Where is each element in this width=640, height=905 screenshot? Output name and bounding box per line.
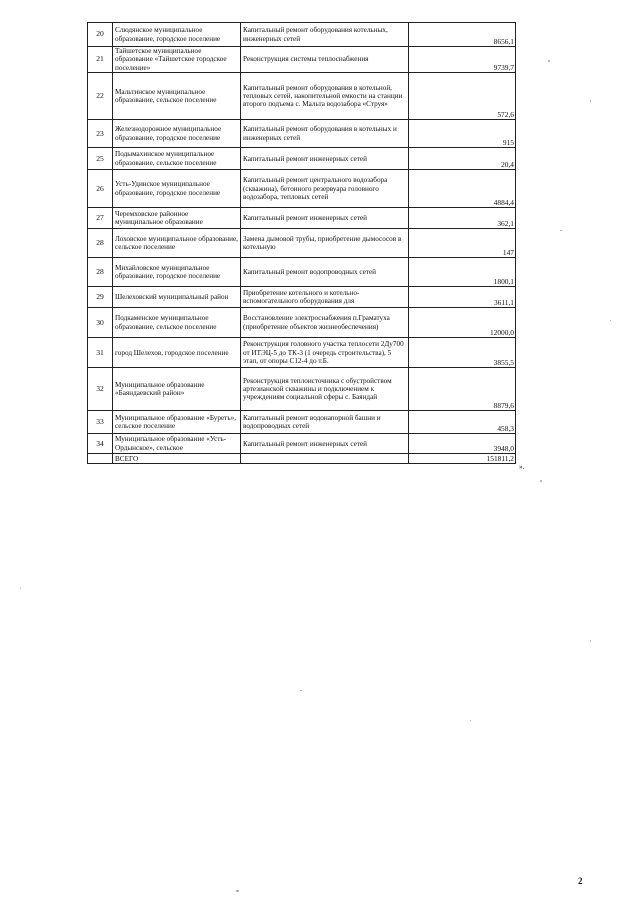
organization-cell: Черемховское районное муниципальное образование (113, 208, 241, 229)
scan-speck (560, 230, 562, 231)
row-number: 29 (88, 287, 113, 308)
total-label: ВСЕГО (113, 454, 241, 464)
amount-cell: 9739,7 (409, 47, 516, 73)
organization-cell: Слюдянское муниципальное образование, городское поселение (113, 23, 241, 47)
closing-quote-mark: ». (519, 462, 525, 471)
row-number: 28 (88, 258, 113, 287)
row-number: 20 (88, 23, 113, 47)
funding-table (87, 22, 516, 464)
work-description-cell: Капитальный ремонт инженерных сетей (241, 148, 409, 170)
row-number: 21 (88, 47, 113, 73)
organization-cell: Подкаменское муниципальное образование, сельское поселение (113, 308, 241, 338)
amount-cell: 572,6 (409, 73, 516, 120)
total-row (88, 454, 516, 464)
table-row (88, 368, 516, 411)
work-description-cell: Капитальный ремонт центрального водозабора (скважина), бетонного резервуара головного водозабора, тепловых сетей (241, 170, 409, 208)
table-row (88, 434, 516, 454)
table-row (88, 411, 516, 434)
work-description-cell: Капитальный ремонт оборудования в котельной, тепловых сетей, накопительной емкости на станции второго подъема с. Мальта водозабора «Струя» (241, 73, 409, 120)
row-number: 34 (88, 434, 113, 454)
organization-cell: Шелеховский муниципальный район (113, 287, 241, 308)
table-row (88, 338, 516, 368)
work-description-cell: Капитальный ремонт оборудования котельных, инженерных сетей (241, 23, 409, 47)
table-row (88, 148, 516, 170)
row-number: 30 (88, 308, 113, 338)
table-row (88, 120, 516, 148)
table-row (88, 258, 516, 287)
amount-cell: 20,4 (409, 148, 516, 170)
table-row (88, 73, 516, 120)
work-description-cell: Капитальный ремонт инженерных сетей (241, 208, 409, 229)
work-description-cell: Реконструкция головного участка теплосети 2Ду700 от ИТЭЦ-5 до ТК-3 (1 очередь строительства), 5 этап, от опоры С12-4 до т.Б. (241, 338, 409, 368)
work-description-cell: Реконструкция теплоисточника с обустройством артезианской скважины и подключением к учреждениям социальной сферы с. Баяндай (241, 368, 409, 411)
scan-speck (590, 640, 591, 642)
organization-cell: Муниципальное образование «Буреть», сельское поселение (113, 411, 241, 434)
page-number: 2 (578, 876, 583, 886)
row-number: 28 (88, 229, 113, 258)
amount-cell: 8879,6 (409, 368, 516, 411)
amount-cell: 147 (409, 229, 516, 258)
total-amount: 151811,2 (409, 454, 516, 464)
amount-cell: 3948,0 (409, 434, 516, 454)
row-number: 23 (88, 120, 113, 148)
row-number: 22 (88, 73, 113, 120)
work-description-cell: Замена дымовой трубы, приобретение дымососов в котельную (241, 229, 409, 258)
organization-cell: Железнодорожное муниципальное образование, городское поселение (113, 120, 241, 148)
amount-cell: 4884,4 (409, 170, 516, 208)
table-row (88, 170, 516, 208)
scan-speck (610, 320, 611, 321)
organization-cell: Михайловское муниципальное образование, городское поселение (113, 258, 241, 287)
amount-cell: 362,1 (409, 208, 516, 229)
scan-speck (236, 890, 239, 892)
scan-speck (470, 720, 471, 721)
table-row (88, 287, 516, 308)
row-number: 32 (88, 368, 113, 411)
table-row (88, 229, 516, 258)
organization-cell: Усть-Удинское муниципальное образование, городское поселение (113, 170, 241, 208)
table-row (88, 308, 516, 338)
amount-cell: 3611,1 (409, 287, 516, 308)
work-description-cell: Капитальный ремонт водопроводных сетей (241, 258, 409, 287)
work-description-cell: Восстановление электроснабжения п.Граматуха (приобретение объектов жизнеобеспечения) (241, 308, 409, 338)
organization-cell: Подымахинское муниципальное образование, сельское поселение (113, 148, 241, 170)
row-number: 25 (88, 148, 113, 170)
row-number: 26 (88, 170, 113, 208)
amount-cell: 458,3 (409, 411, 516, 434)
scan-speck (300, 690, 302, 691)
table-row (88, 208, 516, 229)
organization-cell: Мальтинское муниципальное образование, сельское поселение (113, 73, 241, 120)
total-empty-cell (241, 454, 409, 464)
amount-cell: 8656,1 (409, 23, 516, 47)
amount-cell: 3855,5 (409, 338, 516, 368)
row-number: 33 (88, 411, 113, 434)
scan-speck (548, 60, 550, 62)
work-description-cell: Капитальный ремонт водонапорной башни и водопроводных сетей (241, 411, 409, 434)
total-row-number (88, 454, 113, 464)
amount-cell: 12000,0 (409, 308, 516, 338)
row-number: 27 (88, 208, 113, 229)
scan-speck (590, 100, 591, 102)
organization-cell: Муниципальное образование «Баяндаевский район» (113, 368, 241, 411)
organization-cell: Муниципальное образование «Усть-Ордынское», сельское (113, 434, 241, 454)
work-description-cell: Капитальный ремонт инженерных сетей (241, 434, 409, 454)
organization-cell: Тайшетское муниципальное образование «Тайшетское городское поселение» (113, 47, 241, 73)
row-number: 31 (88, 338, 113, 368)
scan-speck (540, 480, 542, 482)
amount-cell: 915 (409, 120, 516, 148)
amount-cell: 1800,1 (409, 258, 516, 287)
work-description-cell: Капитальный ремонт оборудования в котельных и инженерных сетей (241, 120, 409, 148)
work-description-cell: Приобретение котельного и котельно-вспомогательного оборудования для (241, 287, 409, 308)
scan-speck (20, 588, 21, 589)
work-description-cell: Реконструкция системы теплоснабжения (241, 47, 409, 73)
organization-cell: город Шелехов, городское поселение (113, 338, 241, 368)
table-row (88, 23, 516, 47)
table-row (88, 47, 516, 73)
organization-cell: Лоховское муниципальное образование, сельское поселение (113, 229, 241, 258)
